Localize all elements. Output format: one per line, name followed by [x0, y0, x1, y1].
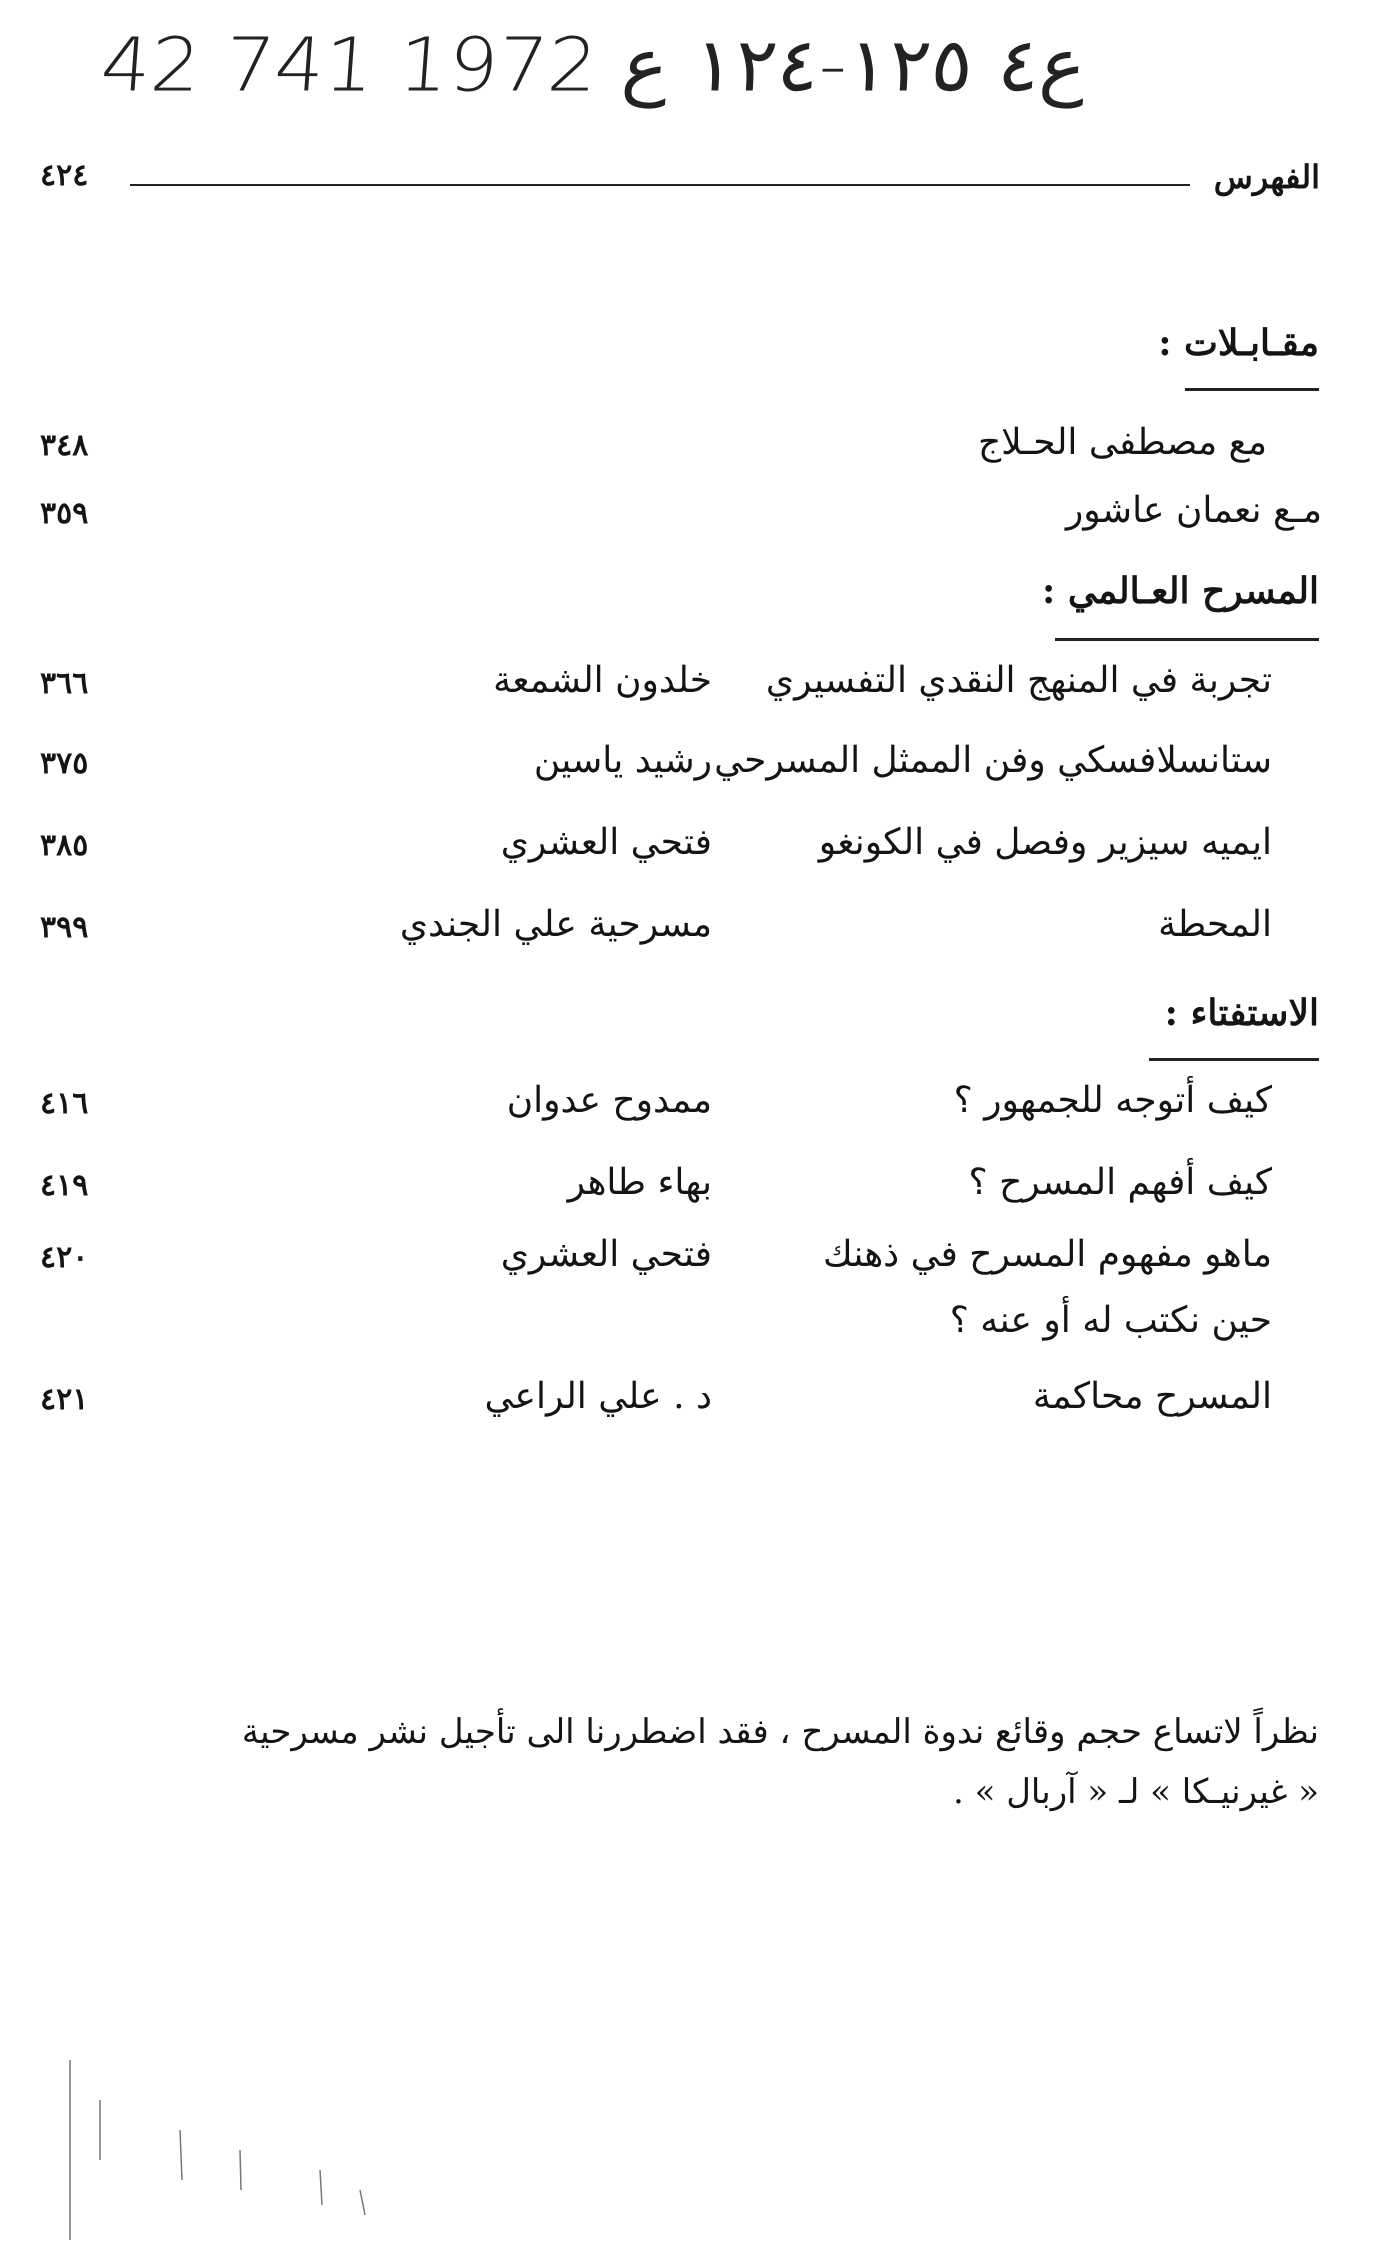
entry-title: مـع نعمان عاشور	[1065, 490, 1322, 531]
entry-title: مع مصطفى الحـلاج	[977, 422, 1267, 463]
toc-entry	[40, 904, 1322, 964]
entry-title: كيف أفهم المسرح ؟	[968, 1162, 1272, 1203]
entry-title: كيف أتوجه للجمهور ؟	[953, 1080, 1272, 1121]
entry-page: ٣٦٦	[40, 666, 89, 701]
toc-entry	[40, 822, 1322, 882]
entry-page: ٣٤٨	[40, 428, 89, 463]
entry-author: فتحي العشري	[500, 1234, 712, 1275]
scan-specks	[60, 2040, 480, 2260]
entry-title: حين نكتب له أو عنه ؟	[949, 1300, 1272, 1341]
entry-page: ٤٢١	[40, 1382, 89, 1417]
note-line-1: نظراً لاتساع حجم وقائع ندوة المسرح ، فقد اضطررنا الى تأجيل نشر مسرحية	[241, 1712, 1319, 1752]
section-underline	[1149, 1058, 1319, 1061]
entry-author: ممدوح عدوان	[506, 1080, 712, 1121]
toc-entry	[40, 1162, 1322, 1222]
section-underline	[1055, 638, 1319, 641]
entry-title: تجربة في المنهج النقدي التفسيري	[765, 660, 1272, 701]
entry-author: فتحي العشري	[500, 822, 712, 863]
entry-title: ستانسلافسكي وفن الممثل المسرحي	[714, 740, 1272, 781]
toc-entry	[40, 660, 1322, 720]
running-header	[40, 158, 1320, 208]
entry-author: مسرحية علي الجندي	[399, 904, 712, 945]
section-heading-world-theatre: المسرح العـالمي :	[1042, 570, 1319, 612]
editorial-note	[59, 1702, 1319, 1822]
entry-page: ٤١٩	[40, 1168, 89, 1203]
entry-title: المسرح محاكمة	[1032, 1376, 1272, 1417]
toc-entry	[40, 490, 1322, 550]
toc-entry	[40, 1376, 1322, 1436]
note-line-2: « غيرنيـكا » لـ « آربال » .	[953, 1772, 1319, 1812]
header-rule	[130, 184, 1190, 186]
entry-page: ٤٢٠	[40, 1240, 89, 1275]
toc-entry-continuation	[40, 1300, 1322, 1360]
entry-page: ٣٥٩	[40, 496, 89, 531]
toc-entry	[40, 1234, 1322, 1294]
toc-entry	[40, 1080, 1322, 1140]
entry-author: خلدون الشمعة	[493, 660, 712, 701]
header-title: الفهرس	[1213, 158, 1320, 196]
section-heading-survey: الاستفتاء :	[1164, 992, 1319, 1034]
entry-page: ٣٨٥	[40, 828, 89, 863]
entry-title: المحطة	[1158, 904, 1272, 945]
entry-title: ماهو مفهوم المسرح في ذهنك	[822, 1234, 1272, 1275]
section-underline	[1185, 388, 1319, 391]
toc-entry	[40, 422, 1322, 482]
entry-title: ايميه سيزير وفصل في الكونغو	[818, 822, 1272, 863]
handwritten-reference: 42 ع٤ ١٢٥-١٢٤ ع 1972 741	[97, 23, 1090, 109]
entry-author: د . علي الراعي	[484, 1376, 712, 1417]
entry-author: رشيد ياسين	[533, 740, 712, 781]
header-page-number: ٤٢٤	[40, 158, 89, 193]
entry-author: بهاء طاهر	[567, 1162, 712, 1203]
entry-page: ٣٩٩	[40, 910, 89, 945]
toc-entry	[40, 740, 1322, 800]
entry-page: ٤١٦	[40, 1086, 89, 1121]
section-heading-interviews: مقـابـلات :	[1158, 322, 1319, 364]
entry-page: ٣٧٥	[40, 746, 89, 781]
